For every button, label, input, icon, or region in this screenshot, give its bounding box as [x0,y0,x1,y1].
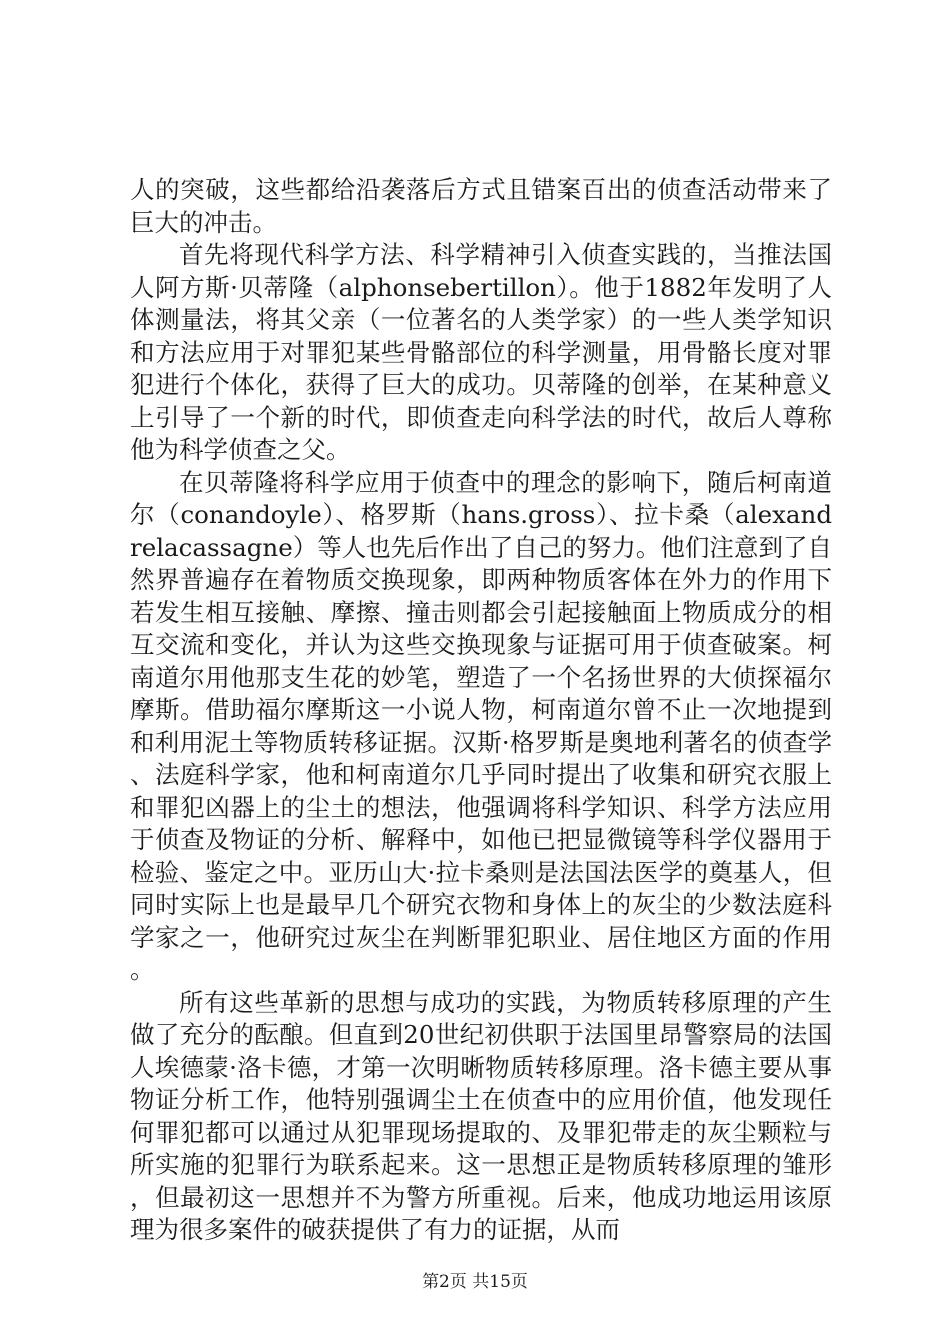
page-footer [0,1270,950,1294]
paragraph: 所有这些革新的思想与成功的实践，为物质转移原理的产生做了充分的酝酿。但直到20世纪初供职于法国里昂警察局的法国人埃德蒙·洛卡德，才第一次明晰物质转移原理。洛卡德主要从事物证分析工作，他特别强调尘土在侦查中的应用价值，他发现任何罪犯都可以通过从犯罪现场提取的、及罪犯带走的灰尘颗粒与所实施的犯罪行为联系起来。这一思想正是物质转移原理的雏形，但最初这一思想并不为警方所重视。后来，他成功地运用该原理为很多案件的破获提供了有力的证据，从而 [130,987,832,1244]
paragraph: 在贝蒂隆将科学应用于侦查中的理念的影响下，随后柯南道尔（conandoyle）、格罗斯（hans.gross）、拉卡桑（alexandrelacassagne）等人也先后作出了自己的努力。他们注意到了自然界普遍存在着物质交换现象，即两种物质客体在外力的作用下若发生相互接触、摩擦、撞击则都会引起接触面上物质成分的相互交流和变化，并认为这些交换现象与证据可用于侦查破案。柯南道尔用他那支生花的妙笔，塑造了一个名扬世界的大侦探福尔摩斯。借助福尔摩斯这一小说人物，柯南道尔曾不止一次地提到和利用泥土等物质转移证据。汉斯·格罗斯是奥地利著名的侦查学、法庭科学家，他和柯南道尔几乎同时提出了收集和研究衣服上和罪犯凶器上的尘土的想法，他强调将科学知识、科学方法应用于侦查及物证的分析、解释中，如他已把显微镜等科学仪器用于检验、鉴定之中。亚历山大·拉卡桑则是法国法医学的奠基人，但同时实际上也是最早几个研究衣物和身体上的灰尘的少数法庭科学家之一，他研究过灰尘在判断罪犯职业、居住地区方面的作用。 [130,467,832,984]
paragraph: 人的突破，这些都给沿袭落后方式且错案百出的侦查活动带来了巨大的冲击。 [130,175,832,237]
paragraph: 首先将现代科学方法、科学精神引入侦查实践的，当推法国人阿方斯·贝蒂隆（alphonsebertillon）。他于1882年发明了人体测量法，将其父亲（一位著名的人类学家）的一些人类学知识和方法应用于对罪犯某些骨骼部位的科学测量，用骨骼长度对罪犯进行个体化，获得了巨大的成功。贝蒂隆的创举，在某种意义上引导了一个新的时代，即侦查走向科学法的时代，故后人尊称他为科学侦查之父。 [130,240,832,464]
page-number: 第2页 共15页 [422,1272,528,1292]
body-text [130,174,832,1247]
